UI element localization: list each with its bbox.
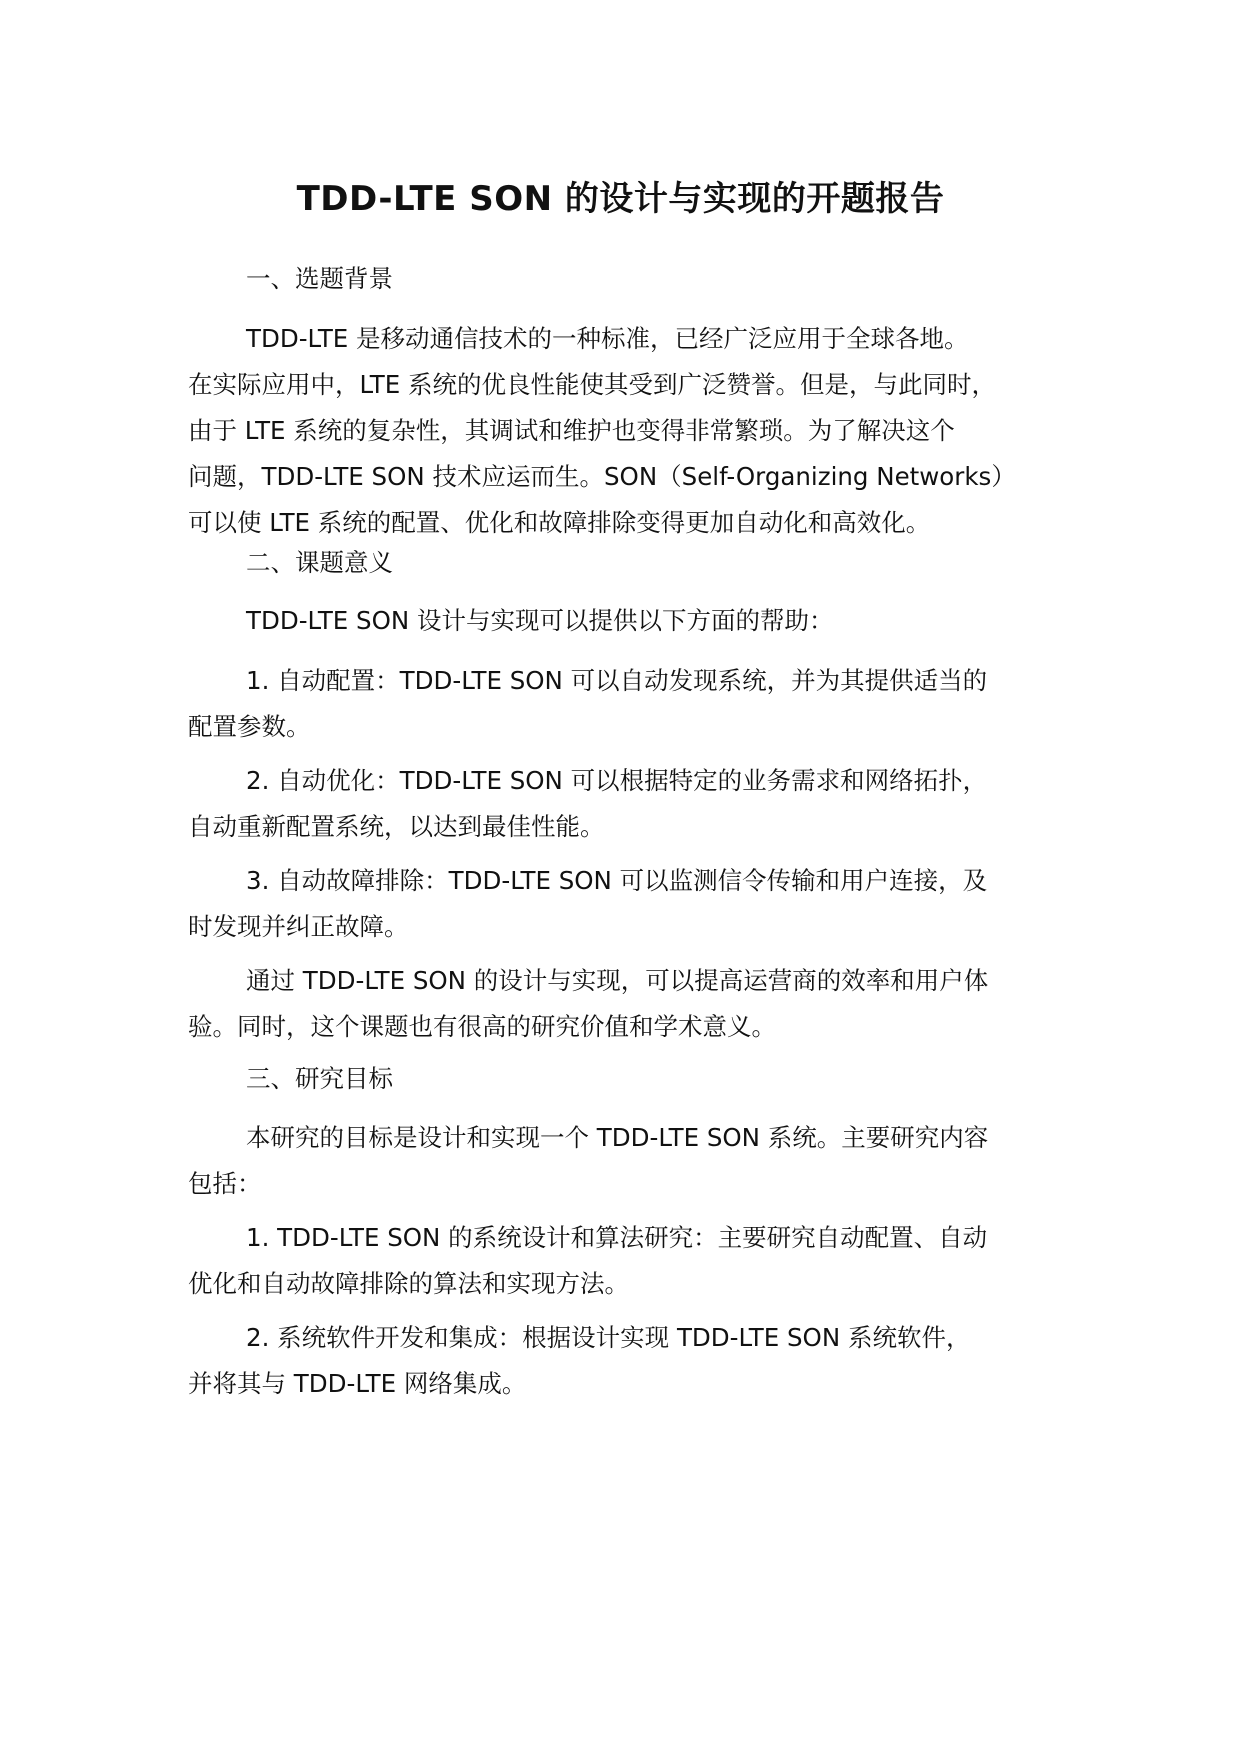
list-item-software-integration (188, 1315, 1068, 1407)
paragraph-line: 验。同时，这个课题也有很高的研究价值和学术意义。 (188, 1012, 776, 1041)
paragraph-line: 3. 自动故障排除：TDD-LTE SON 可以监测信令传输和用户连接，及 (246, 866, 988, 895)
paragraph-line: 通过 TDD-LTE SON 的设计与实现，可以提高运营商的效率和用户体 (246, 966, 989, 995)
list-item-auto-optimization (188, 758, 1068, 850)
paragraph-line: 自动重新配置系统，以达到最佳性能。 (188, 812, 605, 841)
paragraph-line: 包括： (188, 1169, 262, 1198)
paragraph-line: 配置参数。 (188, 712, 311, 741)
section-heading-goals (188, 1056, 1068, 1102)
paragraph-line: 1. TDD-LTE SON 的系统设计和算法研究：主要研究自动配置、自动 (246, 1223, 988, 1252)
paragraph-conclusion (188, 958, 1068, 1050)
paragraph-line: 时发现并纠正故障。 (188, 912, 409, 941)
heading-line: 二、课题意义 (246, 548, 393, 577)
list-item-auto-fault (188, 858, 1068, 950)
list-item-system-design (188, 1215, 1068, 1307)
paragraph-line: 2. 自动优化：TDD-LTE SON 可以根据特定的业务需求和网络拓扑， (246, 766, 988, 795)
paragraph-line: 在实际应用中，LTE 系统的优良性能使其受到广泛赞誉。但是，与此同时， (188, 370, 997, 399)
paragraph-line: TDD-LTE 是移动通信技术的一种标准，已经广泛应用于全球各地。 (246, 324, 969, 353)
paragraph-goals-intro (188, 1115, 1068, 1207)
paragraph-line: 可以使 LTE 系统的配置、优化和故障排除变得更加自动化和高效化。 (188, 508, 931, 537)
paragraph-line: 2. 系统软件开发和集成：根据设计实现 TDD-LTE SON 系统软件， (246, 1323, 971, 1352)
heading-line: 三、研究目标 (246, 1064, 393, 1093)
paragraph-help-intro (188, 598, 1068, 644)
paragraph-line: 并将其与 TDD-LTE 网络集成。 (188, 1369, 527, 1398)
heading-line: 一、选题背景 (246, 264, 393, 293)
document-title: TDD-LTE SON 的设计与实现的开题报告 (296, 179, 945, 219)
paragraph-line: 由于 LTE 系统的复杂性，其调试和维护也变得非常繁琐。为了解决这个 (188, 416, 955, 445)
paragraph-background (188, 316, 1068, 546)
paragraph-line: 优化和自动故障排除的算法和实现方法。 (188, 1269, 629, 1298)
list-item-auto-config (188, 658, 1068, 750)
paragraph-line: 1. 自动配置：TDD-LTE SON 可以自动发现系统，并为其提供适当的 (246, 666, 988, 695)
paragraph-line: TDD-LTE SON 设计与实现可以提供以下方面的帮助： (246, 606, 834, 635)
section-heading-background (188, 256, 1068, 302)
paragraph-line: 问题，TDD-LTE SON 技术应运而生。SON（Self-Organizing Networks） (188, 462, 1016, 491)
paragraph-line: 本研究的目标是设计和实现一个 TDD-LTE SON 系统。主要研究内容 (246, 1123, 989, 1152)
section-heading-significance (188, 540, 1068, 586)
